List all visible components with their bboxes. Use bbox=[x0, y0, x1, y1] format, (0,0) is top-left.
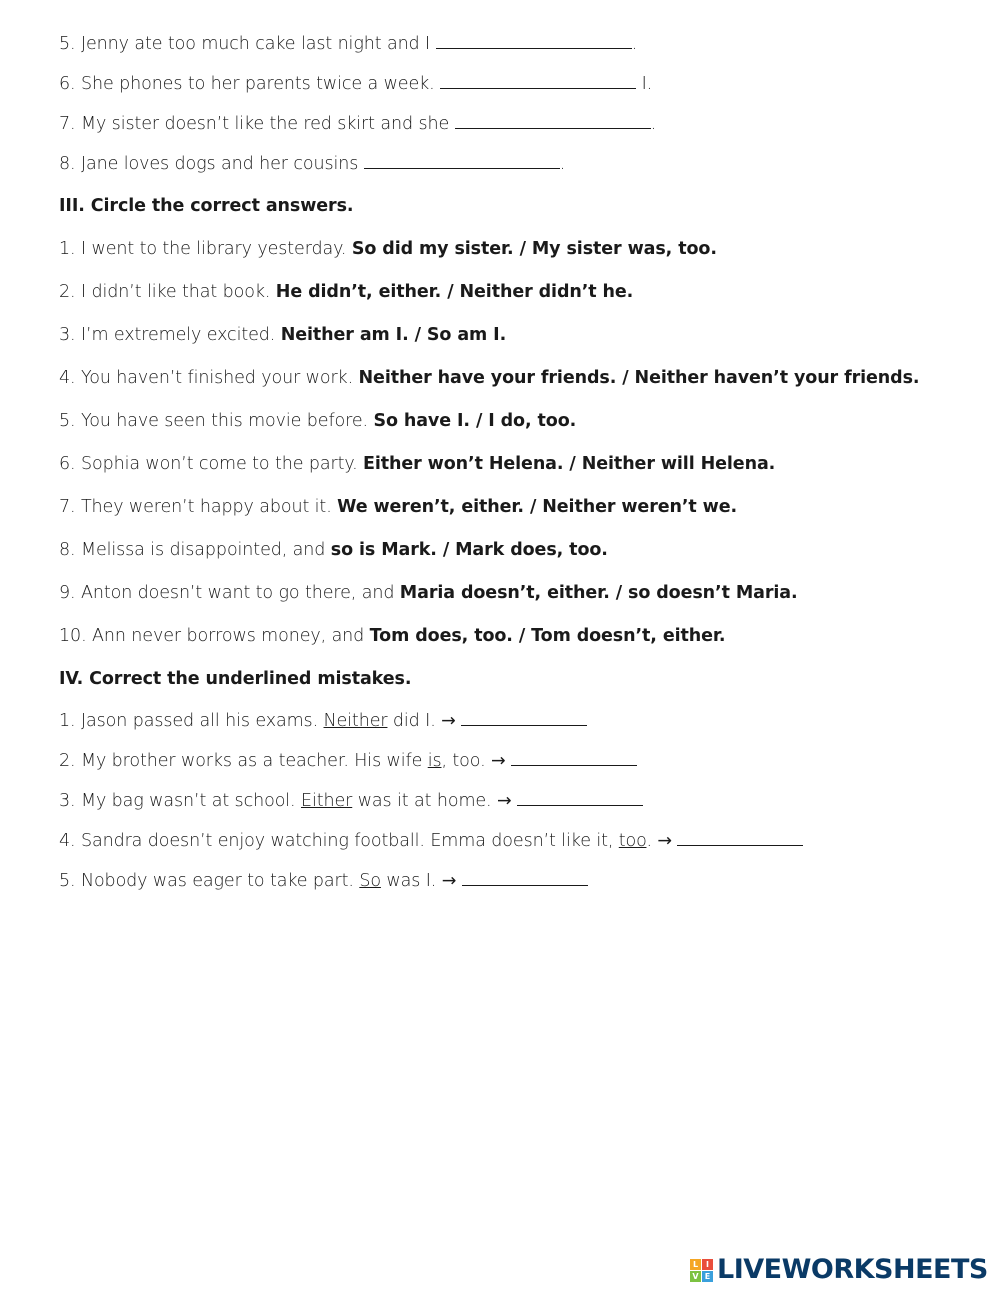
answer-options[interactable]: so is Mark. / Mark does, too. bbox=[330, 540, 608, 560]
answer-blank[interactable] bbox=[455, 112, 651, 129]
logo-mark-icon bbox=[690, 1259, 713, 1282]
underlined-mistake: So bbox=[359, 871, 381, 891]
underlined-mistake: too bbox=[618, 831, 647, 851]
fill-item-text: 5. Jenny ate too much cake last night and I bbox=[59, 34, 436, 54]
liveworksheets-logo bbox=[690, 1253, 988, 1287]
logo-tile: E bbox=[702, 1271, 713, 1282]
answer-blank[interactable] bbox=[364, 152, 560, 169]
circle-item bbox=[59, 494, 959, 520]
circle-item bbox=[59, 623, 959, 649]
circle-item bbox=[59, 236, 959, 262]
sentence-end: . bbox=[646, 831, 658, 851]
question-stem: 4. You haven’t finished your work. bbox=[59, 368, 359, 388]
answer-options[interactable]: So did my sister. / My sister was, too. bbox=[351, 239, 717, 259]
circle-item bbox=[59, 537, 959, 563]
answer-blank[interactable] bbox=[461, 709, 587, 726]
circle-item bbox=[59, 451, 959, 477]
answer-blank[interactable] bbox=[677, 829, 803, 846]
fill-item-8 bbox=[59, 151, 959, 177]
fill-item-5 bbox=[59, 31, 959, 57]
question-stem: 10. Ann never borrows money, and bbox=[59, 626, 370, 646]
circle-item bbox=[59, 279, 959, 305]
sentence-start: 3. My bag wasn’t at school. bbox=[59, 791, 301, 811]
sentence-end: , too. bbox=[441, 751, 492, 771]
fill-item-text: 7. My sister doesn’t like the red skirt and she bbox=[59, 114, 455, 134]
fill-item-6 bbox=[59, 71, 959, 97]
sentence-end: was it at home. bbox=[352, 791, 497, 811]
logo-tile: L bbox=[690, 1259, 701, 1270]
answer-options[interactable]: We weren’t, either. / Neither weren’t we. bbox=[337, 497, 738, 517]
answer-blank[interactable] bbox=[511, 749, 637, 766]
answer-options[interactable]: Neither am I. / So am I. bbox=[280, 325, 507, 345]
answer-options[interactable]: So have I. / I do, too. bbox=[373, 411, 577, 431]
sentence-start: 2. My brother works as a teacher. His wife bbox=[59, 751, 428, 771]
fill-item-end: . bbox=[559, 154, 566, 174]
underlined-mistake: Either bbox=[301, 791, 353, 811]
answer-blank[interactable] bbox=[517, 789, 643, 806]
fill-item-end: . bbox=[631, 34, 638, 54]
sentence-end: did I. bbox=[387, 711, 442, 731]
fill-item-text: 8. Jane loves dogs and her cousins bbox=[59, 154, 364, 174]
section-heading-correct: IV. Correct the underlined mistakes. bbox=[59, 669, 412, 689]
arrow-icon: → bbox=[441, 711, 456, 731]
answer-options[interactable]: Neither have your friends. / Neither haven’t your friends. bbox=[358, 368, 920, 388]
worksheet-page bbox=[59, 31, 959, 894]
fill-item-end: . bbox=[650, 114, 657, 134]
question-stem: 5. You have seen this movie before. bbox=[59, 411, 374, 431]
fill-item-end: I. bbox=[636, 74, 653, 94]
fill-item-7 bbox=[59, 111, 959, 137]
question-stem: 6. Sophia won’t come to the party. bbox=[59, 454, 364, 474]
correct-item bbox=[59, 708, 959, 734]
answer-options[interactable]: He didn’t, either. / Neither didn’t he. bbox=[275, 282, 634, 302]
sentence-end: was I. bbox=[380, 871, 442, 891]
question-stem: 7. They weren’t happy about it. bbox=[59, 497, 338, 517]
logo-text: LIVEWORKSHEETS bbox=[717, 1254, 988, 1285]
question-stem: 8. Melissa is disappointed, and bbox=[59, 540, 331, 560]
answer-blank[interactable] bbox=[440, 72, 636, 89]
sentence-start: 1. Jason passed all his exams. bbox=[59, 711, 324, 731]
circle-item bbox=[59, 322, 959, 348]
answer-blank[interactable] bbox=[436, 32, 632, 49]
correct-item bbox=[59, 828, 959, 854]
arrow-icon: → bbox=[657, 831, 672, 851]
answer-options[interactable]: Tom does, too. / Tom doesn’t, either. bbox=[369, 626, 726, 646]
answer-options[interactable]: Either won’t Helena. / Neither will Helena. bbox=[363, 454, 776, 474]
question-stem: 2. I didn’t like that book. bbox=[59, 282, 276, 302]
logo-tile: I bbox=[702, 1259, 713, 1270]
answer-options[interactable]: Maria doesn’t, either. / so doesn’t Maria. bbox=[399, 583, 798, 603]
question-stem: 9. Anton doesn’t want to go there, and bbox=[59, 583, 400, 603]
section-heading-circle: III. Circle the correct answers. bbox=[59, 196, 354, 216]
sentence-start: 4. Sandra doesn’t enjoy watching football. Emma doesn’t like it, bbox=[59, 831, 619, 851]
arrow-icon: → bbox=[491, 751, 506, 771]
underlined-mistake: Neither bbox=[323, 711, 388, 731]
correct-item bbox=[59, 868, 959, 894]
underlined-mistake: is bbox=[427, 751, 442, 771]
answer-blank[interactable] bbox=[462, 869, 588, 886]
correct-item bbox=[59, 788, 959, 814]
question-stem: 1. I went to the library yesterday. bbox=[59, 239, 352, 259]
arrow-icon: → bbox=[497, 791, 512, 811]
logo-tile: V bbox=[690, 1271, 701, 1282]
sentence-start: 5. Nobody was eager to take part. bbox=[59, 871, 360, 891]
arrow-icon: → bbox=[441, 871, 457, 891]
question-stem: 3. I’m extremely excited. bbox=[59, 325, 281, 345]
circle-item bbox=[59, 580, 959, 606]
fill-item-text: 6. She phones to her parents twice a week. bbox=[59, 74, 441, 94]
correct-item bbox=[59, 748, 959, 774]
circle-item bbox=[59, 365, 959, 391]
circle-item bbox=[59, 408, 959, 434]
